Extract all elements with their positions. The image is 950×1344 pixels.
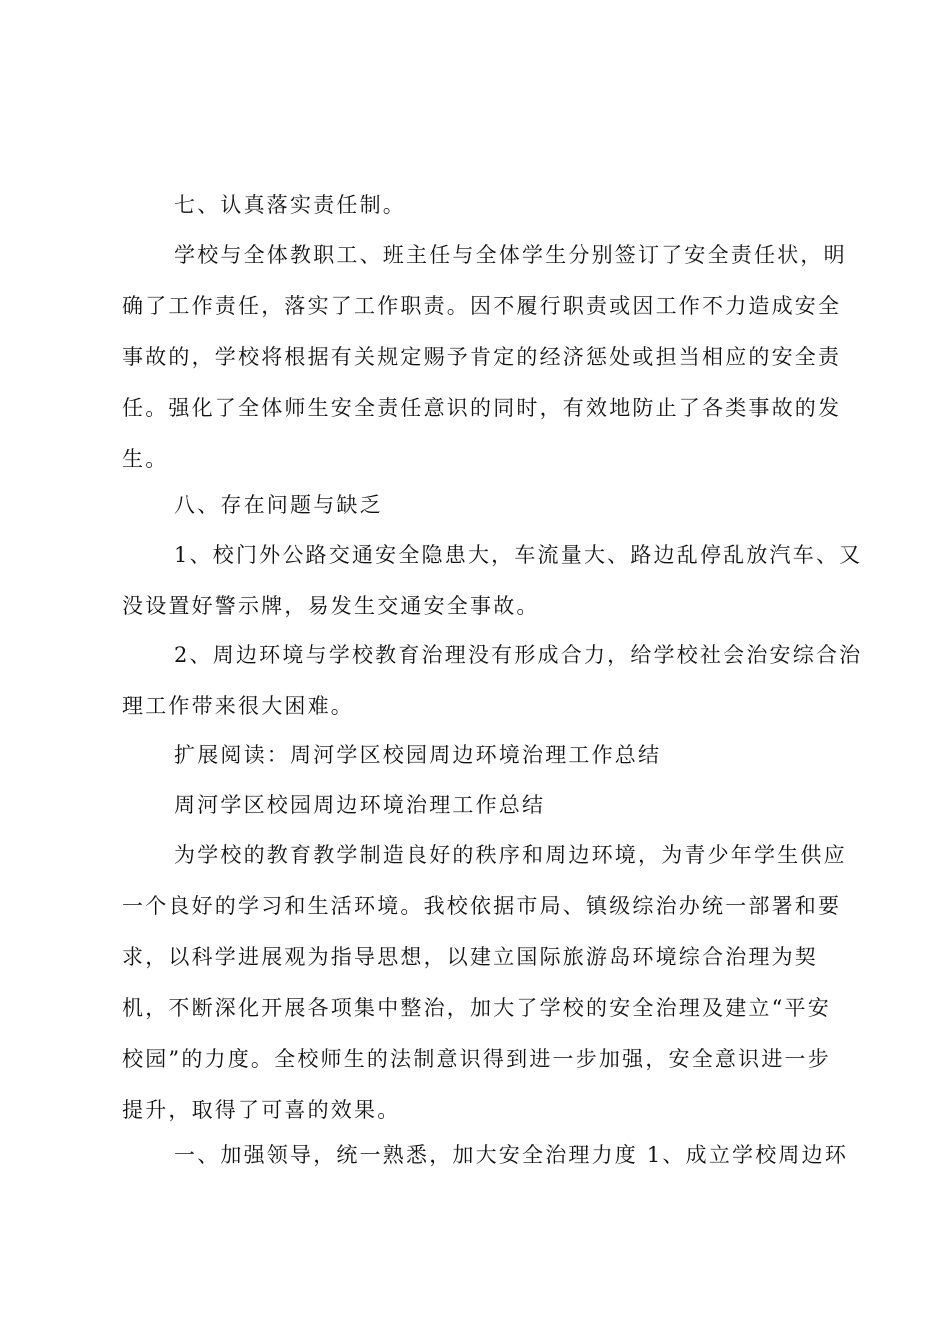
section-heading-8 xyxy=(122,480,832,531)
text-line: 事故的，学校将根据有关规定赐予肯定的经济惩处或担当相应的安全责 xyxy=(122,345,842,369)
text-line: 确了工作责任，落实了工作职责。因不履行职责或因工作不力造成安全 xyxy=(122,294,842,318)
paragraph-issue-1 xyxy=(122,530,863,632)
paragraph-issue-2 xyxy=(122,630,863,732)
section-heading-7 xyxy=(122,180,832,231)
text-line: 学校与全体教职工、班主任与全体学生分别签订了安全责任状，明 xyxy=(174,243,847,267)
text-line: 扩展阅读：周河学区校园周边环境治理工作总结 xyxy=(174,743,662,767)
heading-line: 八、存在问题与缺乏 xyxy=(174,493,383,517)
text-line: 校园”的力度。全校师生的法制意识得到进一步加强，安全意识进一步 xyxy=(122,1047,831,1071)
text-line: 2、周边环境与学校教育治理没有形成合力，给学校社会治安综合治 xyxy=(174,643,863,667)
heading-line: 七、认真落实责任制。 xyxy=(174,193,406,217)
text-line: 一个良好的学习和生活环境。我校依据市局、镇级综治办统一部署和要 xyxy=(122,894,842,918)
text-line: 没设置好警示牌，易发生交通安全事故。 xyxy=(122,594,540,618)
text-line: 为学校的教育教学制造良好的秩序和周边环境，为青少年学生供应 xyxy=(174,843,847,867)
text-line: 生。 xyxy=(122,447,169,471)
paragraph-responsibility xyxy=(122,230,847,485)
article-title xyxy=(122,780,832,831)
text-line: 机，不断深化开展各项集中整治，加大了学校的安全治理及建立“平安 xyxy=(122,996,831,1020)
paragraph-intro xyxy=(122,830,847,1136)
section-heading-1 xyxy=(122,1130,849,1181)
text-line: 任。强化了全体师生安全责任意识的同时，有效地防止了各类事故的发 xyxy=(122,396,842,420)
text-line: 求，以科学进展观为指导思想，以建立国际旅游岛环境综合治理为契 xyxy=(122,945,818,969)
text-line: 1、校门外公路交通安全隐患大，车流量大、路边乱停乱放汽车、又 xyxy=(174,543,863,567)
text-line: 提升，取得了可喜的效果。 xyxy=(122,1098,401,1122)
extended-reading-label xyxy=(122,730,832,781)
text-line: 理工作带来很大困难。 xyxy=(122,694,354,718)
text-line: 周河学区校园周边环境治理工作总结 xyxy=(174,793,546,817)
text-line: 一、加强领导，统一熟悉，加大安全治理力度 1、成立学校周边环 xyxy=(174,1143,849,1167)
